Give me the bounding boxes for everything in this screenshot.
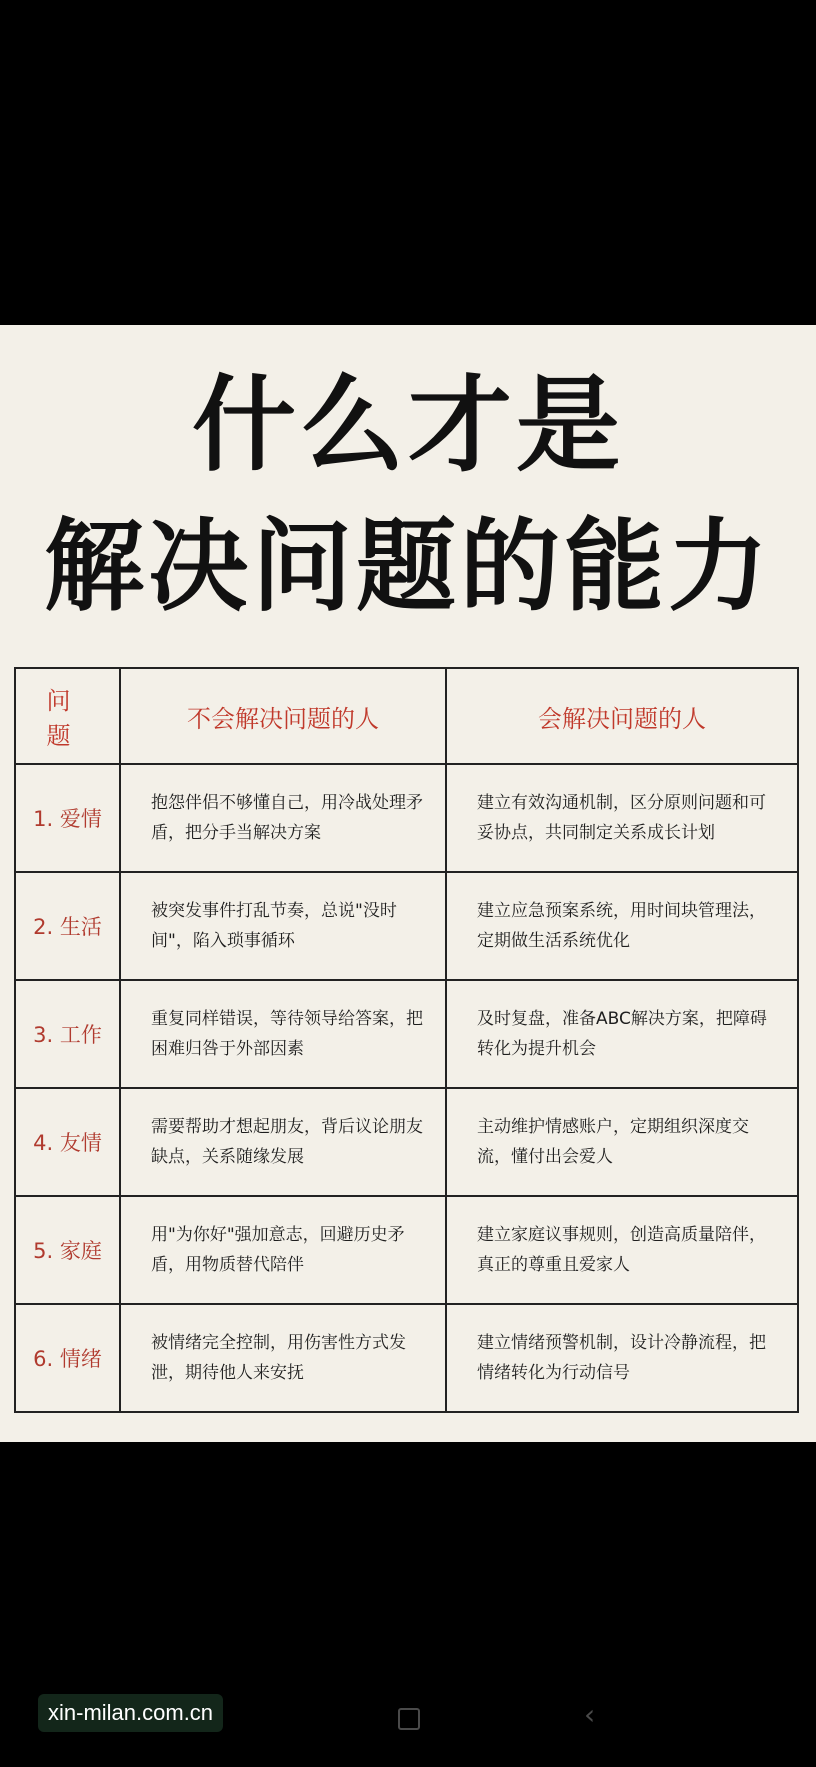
header-good: 会解决问题的人 bbox=[446, 668, 798, 764]
row-good: 主动维护情感账户，定期组织深度交流，懂付出会爱人 bbox=[446, 1088, 798, 1196]
top-black-bar bbox=[0, 0, 816, 325]
header-issue: 问 题 bbox=[15, 668, 120, 764]
row-issue: 5. 家庭 bbox=[15, 1196, 120, 1304]
table-row bbox=[15, 1088, 798, 1196]
title-line-1: 什么才是 bbox=[191, 364, 624, 486]
row-good: 建立有效沟通机制，区分原则问题和可妥协点，共同制定关系成长计划 bbox=[446, 764, 798, 872]
row-good: 建立应急预案系统，用时间块管理法，定期做生活系统优化 bbox=[446, 872, 798, 980]
row-bad: 抱怨伴侣不够懂自己，用冷战处理矛盾，把分手当解决方案 bbox=[120, 764, 446, 872]
table-row bbox=[15, 764, 798, 872]
back-icon[interactable]: ‹ bbox=[584, 1698, 596, 1731]
table-row bbox=[15, 1196, 798, 1304]
poster bbox=[0, 325, 816, 1442]
row-issue: 1. 爱情 bbox=[15, 764, 120, 872]
row-good: 建立家庭议事规则，创造高质量陪伴，真正的尊重且爱家人 bbox=[446, 1196, 798, 1304]
table-row bbox=[15, 1304, 798, 1412]
table-header-row bbox=[15, 668, 798, 764]
header-bad: 不会解决问题的人 bbox=[120, 668, 446, 764]
row-issue: 6. 情绪 bbox=[15, 1304, 120, 1412]
row-good: 建立情绪预警机制，设计冷静流程，把情绪转化为行动信号 bbox=[446, 1304, 798, 1412]
row-bad: 需要帮助才想起朋友，背后议论朋友缺点，关系随缘发展 bbox=[120, 1088, 446, 1196]
comparison-table bbox=[14, 667, 797, 1399]
title-line-2: 解决问题的能力 bbox=[44, 508, 772, 625]
row-good: 及时复盘，准备ABC解决方案，把障碍转化为提升机会 bbox=[446, 980, 798, 1088]
recent-apps-icon[interactable] bbox=[398, 1708, 420, 1730]
row-bad: 重复同样错误，等待领导给答案，把困难归咎于外部因素 bbox=[120, 980, 446, 1088]
site-watermark: xin-milan.com.cn bbox=[38, 1694, 223, 1732]
row-bad: 用"为你好"强加意志，回避历史矛盾，用物质替代陪伴 bbox=[120, 1196, 446, 1304]
row-issue: 4. 友情 bbox=[15, 1088, 120, 1196]
row-issue: 2. 生活 bbox=[15, 872, 120, 980]
table-row bbox=[15, 980, 798, 1088]
table-row bbox=[15, 872, 798, 980]
row-bad: 被情绪完全控制，用伤害性方式发泄，期待他人来安抚 bbox=[120, 1304, 446, 1412]
row-bad: 被突发事件打乱节奏，总说"没时间"，陷入琐事循环 bbox=[120, 872, 446, 980]
row-issue: 3. 工作 bbox=[15, 980, 120, 1088]
